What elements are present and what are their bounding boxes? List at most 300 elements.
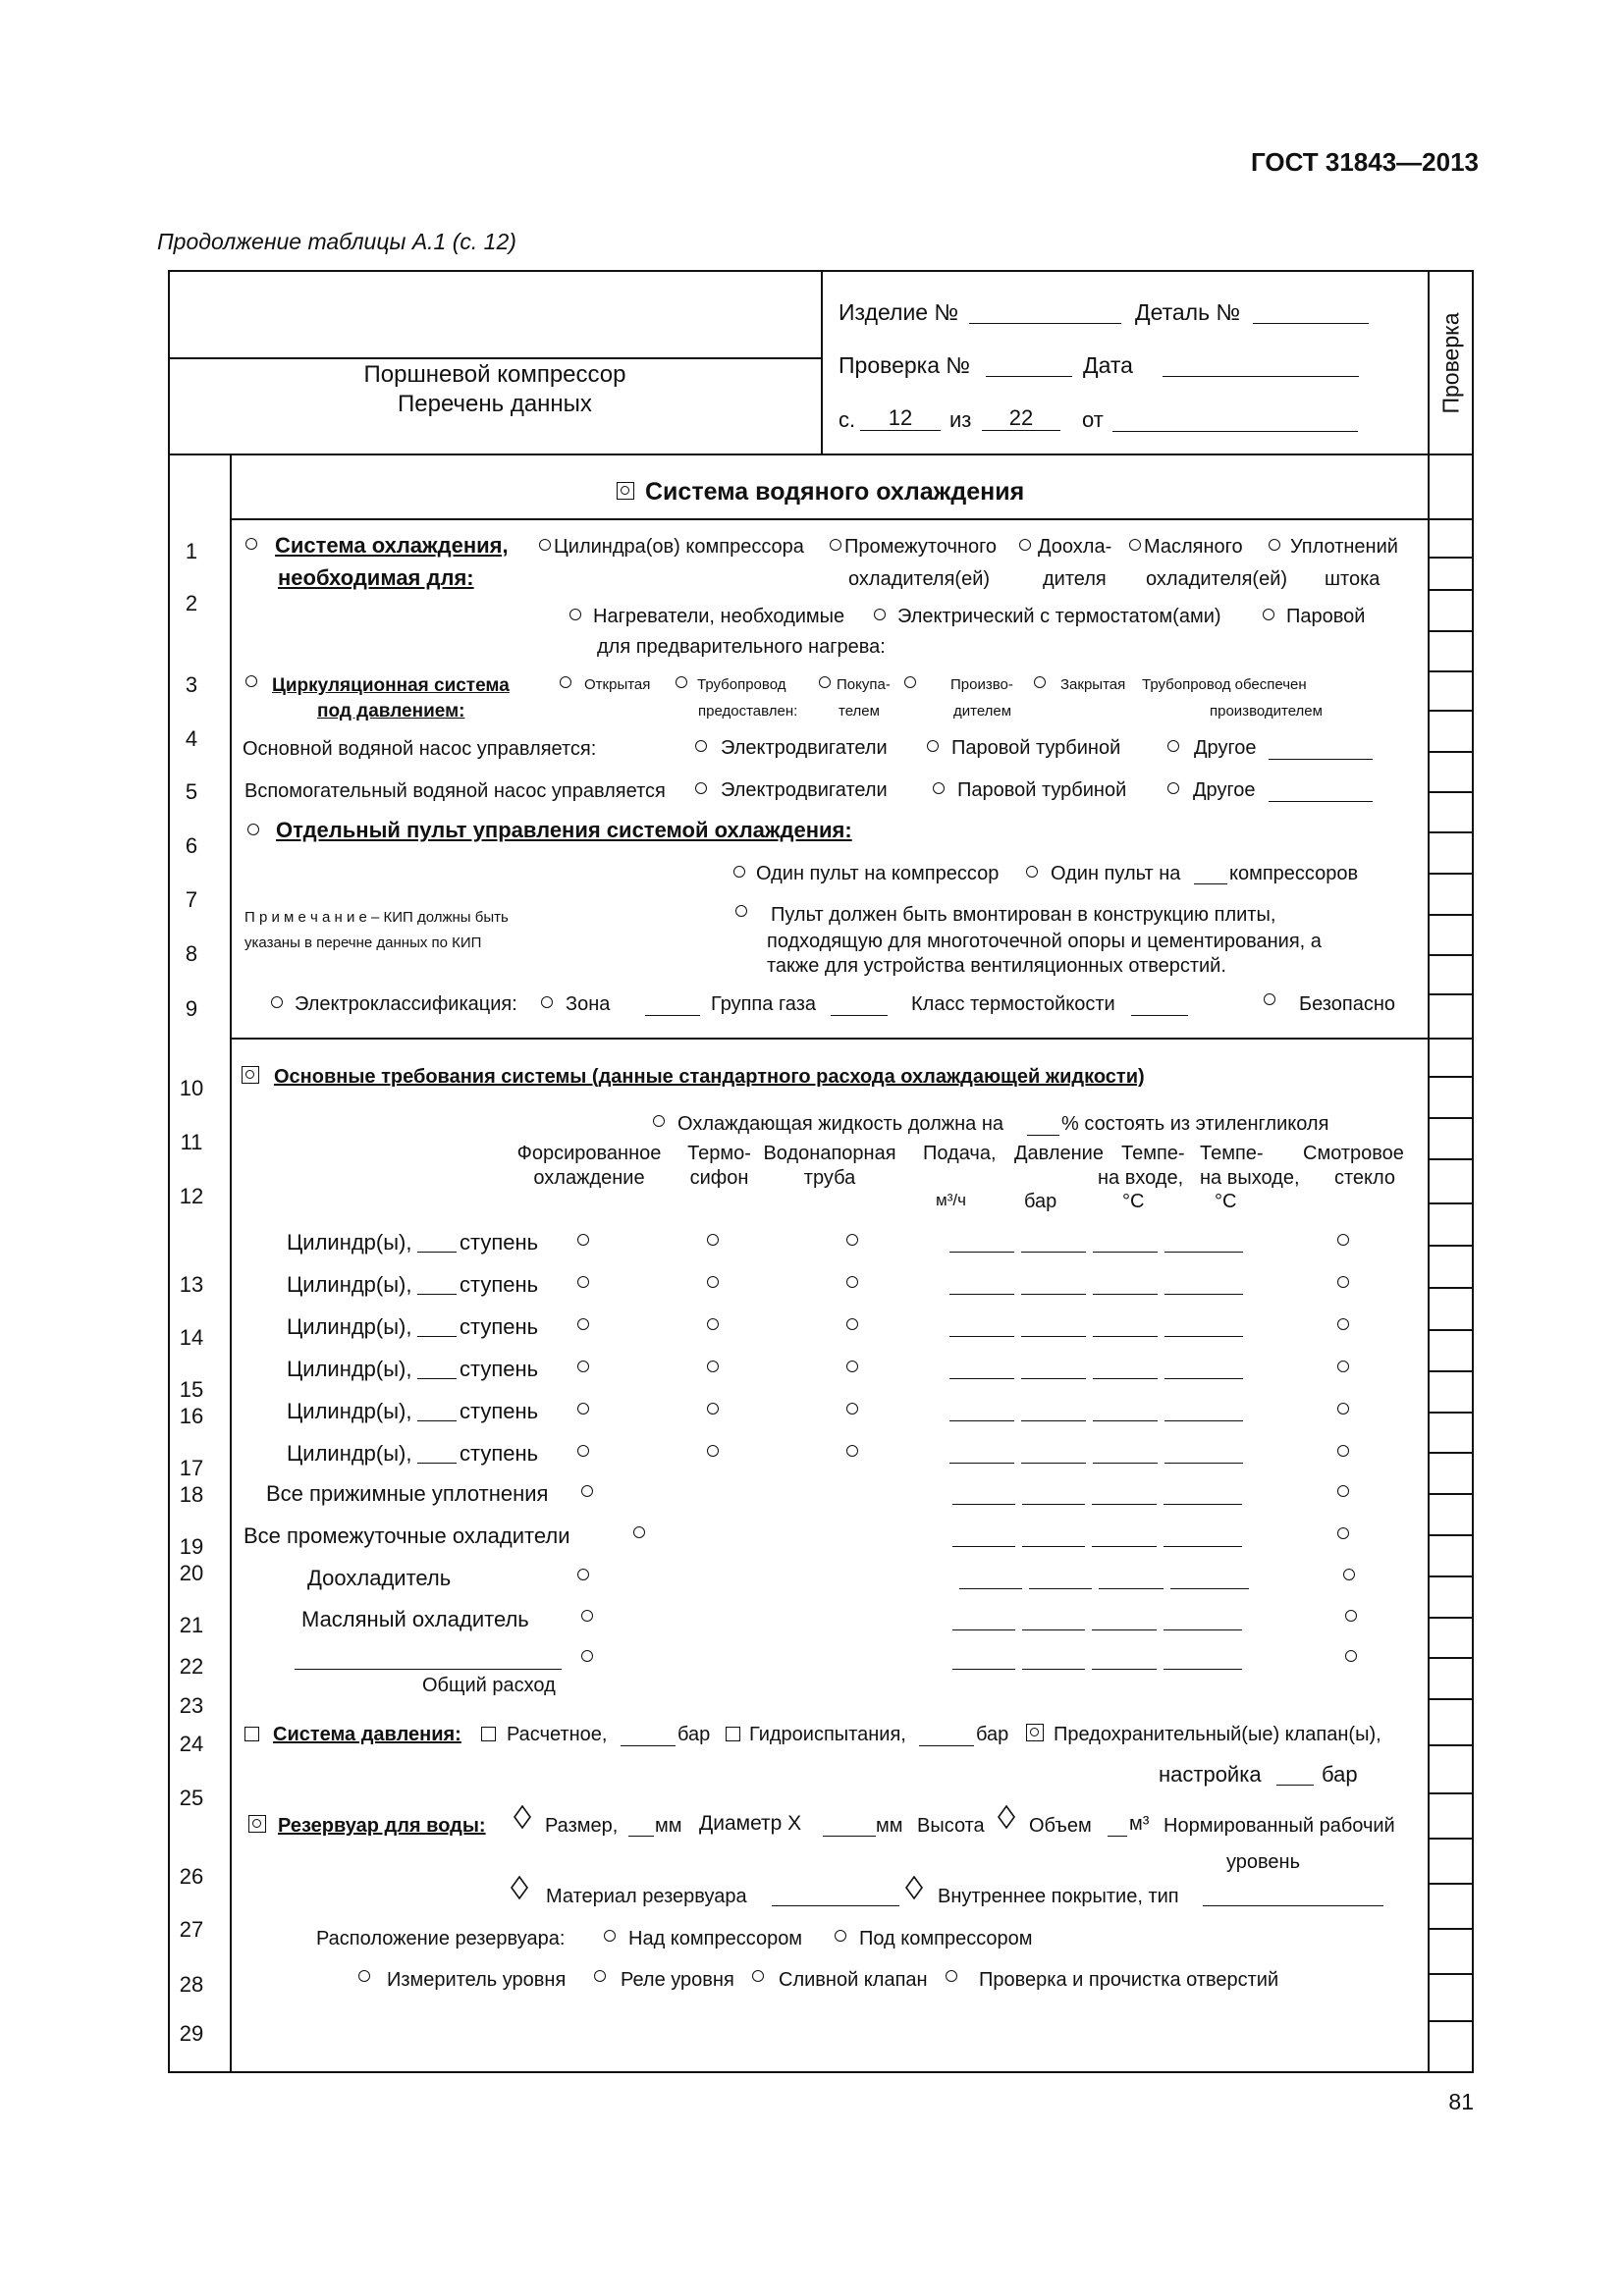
all-seals-temp-in[interactable]	[1092, 1504, 1157, 1505]
gas-group-field[interactable]	[831, 1015, 888, 1016]
standard-number: ГОСТ 31843—2013	[1251, 147, 1479, 177]
temp-in-field[interactable]	[1093, 1294, 1158, 1295]
oil-cooler-temp-out[interactable]	[1164, 1629, 1242, 1630]
volume-field[interactable]	[1108, 1836, 1127, 1837]
hydro-test-checkbox[interactable]	[726, 1727, 740, 1741]
row-number: 3	[185, 672, 198, 697]
aftercooler-row-radio[interactable]	[577, 1569, 589, 1580]
date-field[interactable]	[1163, 376, 1359, 377]
sight-glass-radio[interactable]	[1337, 1276, 1349, 1288]
row-number: 12	[179, 1184, 204, 1208]
one-panel-radio[interactable]	[733, 866, 745, 878]
aux-pump-label: Вспомогательный водяной насос управляется	[244, 780, 666, 802]
aux-pump-electric-radio[interactable]	[695, 782, 707, 794]
aux-pump-steam-radio[interactable]	[933, 782, 945, 794]
main-pump-electric-label: Электродвигатели	[721, 737, 888, 759]
cylinders-label: Цилиндра(ов) компрессора	[554, 536, 804, 558]
oil-cooler-radio[interactable]	[1129, 539, 1141, 551]
section-checkbox[interactable]	[617, 482, 634, 500]
main-pump-electric-radio[interactable]	[695, 740, 707, 752]
aftercooler-radio[interactable]	[1019, 539, 1031, 551]
flow-field[interactable]	[949, 1294, 1014, 1295]
thermosiphon-radio[interactable]	[707, 1361, 719, 1372]
design-pressure-label: Расчетное,	[507, 1724, 608, 1745]
flow-field[interactable]	[949, 1378, 1014, 1379]
thermosiphon-radio[interactable]	[707, 1276, 719, 1288]
total-temp-out[interactable]	[1164, 1669, 1242, 1670]
note-line2: указаны в перечне данных по КИП	[244, 934, 482, 951]
glycol-radio[interactable]	[653, 1115, 665, 1127]
custom-item-field[interactable]	[295, 1669, 562, 1670]
temp-in-field[interactable]	[1093, 1252, 1158, 1253]
pipe-maker-label-1: Трубопровод обеспечен	[1142, 676, 1307, 693]
aftercooler-glass-radio[interactable]	[1343, 1569, 1355, 1580]
cooling-system-radio[interactable]	[245, 538, 257, 550]
intercooler-label-2: охладителя(ей)	[848, 568, 991, 590]
all-intercoolers-glass-radio[interactable]	[1337, 1527, 1349, 1539]
cooling-label-line2: необходимая для:	[278, 565, 474, 590]
forced-radio[interactable]	[577, 1403, 589, 1415]
buyer-radio[interactable]	[819, 676, 831, 688]
diameter-mm-label: мм	[876, 1815, 903, 1837]
panel-title: Отдельный пульт управления системой охлаждения:	[276, 818, 852, 842]
row-number: 20	[179, 1561, 204, 1585]
oil-cooler-label-2: охладителя(ей)	[1146, 568, 1288, 590]
cooling-label-line1: Система охлаждения,	[275, 533, 509, 558]
col-pressure-unit: бар	[1024, 1191, 1057, 1212]
aftercooler-temp-in[interactable]	[1099, 1588, 1164, 1589]
form-name-line2: Перечень данных	[398, 391, 592, 417]
maker-radio[interactable]	[904, 676, 916, 688]
stage-label: ступень	[460, 1314, 539, 1339]
zone-radio[interactable]	[541, 996, 553, 1008]
row-number: 1	[185, 539, 198, 563]
level-relay-radio[interactable]	[594, 1970, 606, 1982]
location-label: Расположение резервуара:	[316, 1928, 566, 1949]
page-number-field[interactable]: 12	[860, 406, 941, 431]
row-number: 4	[185, 726, 198, 751]
row-number: 18	[179, 1482, 204, 1507]
all-seals-radio[interactable]	[581, 1485, 593, 1497]
temp-out-field[interactable]	[1164, 1252, 1243, 1253]
temp-out-field[interactable]	[1164, 1378, 1243, 1379]
level-meter-radio[interactable]	[358, 1970, 370, 1982]
panel-radio[interactable]	[247, 824, 259, 835]
safe-label: Безопасно	[1299, 993, 1395, 1015]
row-number: 9	[185, 996, 198, 1021]
elec-class-label: Электроклассификация:	[295, 993, 517, 1015]
all-seals-glass-radio[interactable]	[1337, 1485, 1349, 1497]
oil-cooler-pressure[interactable]	[1022, 1629, 1085, 1630]
water-pipe-radio[interactable]	[846, 1361, 858, 1372]
cylinder-stage-field[interactable]	[417, 1463, 457, 1464]
sight-glass-radio[interactable]	[1337, 1234, 1349, 1246]
row-number: 5	[185, 779, 198, 804]
forced-radio[interactable]	[577, 1445, 589, 1457]
cylinder-row	[0, 1441, 539, 1466]
from-label: от	[1082, 407, 1104, 432]
col-temp-in-unit: °С	[1122, 1191, 1145, 1212]
material-diamond[interactable]	[511, 1876, 528, 1899]
aftercooler-pressure[interactable]	[1029, 1588, 1092, 1589]
water-pipe-radio[interactable]	[846, 1276, 858, 1288]
col-flow-unit: м³/ч	[936, 1191, 966, 1209]
sight-glass-radio[interactable]	[1337, 1445, 1349, 1457]
forced-radio[interactable]	[577, 1318, 589, 1330]
size-mm-label: мм	[655, 1815, 682, 1837]
oil-cooler-label-1: Масляного	[1144, 536, 1243, 558]
forced-radio[interactable]	[577, 1361, 589, 1372]
compressors-label: компрессоров	[1229, 863, 1359, 884]
row-number: 6	[185, 833, 198, 858]
aux-pump-other-label: Другое	[1193, 779, 1256, 801]
flow-field[interactable]	[949, 1336, 1014, 1337]
temp-out-field[interactable]	[1164, 1463, 1243, 1464]
one-panel-multi-radio[interactable]	[1026, 866, 1038, 878]
col-water-pipe-2: труба	[803, 1167, 856, 1189]
heaters-label-1: Нагреватели, необходимые	[593, 606, 845, 627]
temp-in-field[interactable]	[1093, 1463, 1158, 1464]
temp-out-field[interactable]	[1164, 1336, 1243, 1337]
cylinder-stage-field[interactable]	[417, 1378, 457, 1379]
setting-field[interactable]	[1276, 1785, 1314, 1786]
temp-in-field[interactable]	[1093, 1336, 1158, 1337]
panel-mount-line3: также для устройства вентиляционных отверстий.	[767, 955, 1226, 977]
item-no-field[interactable]	[969, 323, 1121, 324]
closed-label: Закрытая	[1060, 676, 1126, 693]
thermosiphon-radio[interactable]	[707, 1234, 719, 1246]
temp-in-field[interactable]	[1093, 1378, 1158, 1379]
row-number: 7	[185, 887, 198, 912]
panel-mount-radio[interactable]	[735, 905, 747, 917]
col-temp-out-unit: °С	[1215, 1191, 1237, 1212]
reservoir-checkbox[interactable]	[248, 1815, 266, 1833]
glycol-percent-field[interactable]	[1027, 1135, 1059, 1136]
temp-out-field[interactable]	[1164, 1420, 1243, 1421]
item-no-label: Изделие №	[839, 299, 959, 325]
row-number: 22	[179, 1654, 204, 1679]
buyer-label-1: Покупа-	[837, 676, 891, 693]
drain-valve-radio[interactable]	[752, 1970, 764, 1982]
row-number: 19	[179, 1534, 204, 1559]
row-number: 14	[179, 1325, 204, 1350]
of-label: из	[949, 407, 972, 432]
aux-pump-other-radio[interactable]	[1167, 782, 1179, 794]
pressure-field[interactable]	[1021, 1420, 1086, 1421]
row-number: 25	[179, 1786, 204, 1810]
level-meter-label: Измеритель уровня	[387, 1969, 567, 1991]
open-label: Открытая	[584, 676, 651, 693]
cylinder-label: Цилиндр(ы),	[287, 1357, 412, 1381]
compressor-count-field[interactable]	[1194, 883, 1227, 884]
cylinder-label: Цилиндр(ы),	[287, 1272, 412, 1297]
row-number: 26	[179, 1864, 204, 1889]
total-temp-in[interactable]	[1092, 1669, 1157, 1670]
aftercooler-flow[interactable]	[959, 1588, 1022, 1589]
zone-label: Зона	[566, 993, 611, 1015]
row-number: 21	[179, 1613, 204, 1637]
sight-glass-radio[interactable]	[1337, 1403, 1349, 1415]
heater-steam-radio[interactable]	[1263, 609, 1274, 620]
coating-label: Внутреннее покрытие, тип	[938, 1886, 1179, 1907]
circulation-label-line2: под давлением:	[317, 701, 465, 721]
cylinder-stage-field[interactable]	[417, 1252, 457, 1253]
requirements-checkbox[interactable]	[242, 1066, 259, 1084]
pipe-label-1: Трубопровод	[697, 676, 786, 693]
sight-glass-radio[interactable]	[1337, 1318, 1349, 1330]
pressure-field[interactable]	[1021, 1336, 1086, 1337]
col-thermosiphon-2: сифон	[689, 1167, 749, 1189]
col-forced: Форсированное	[516, 1143, 662, 1164]
aux-pump-steam-label: Паровой турбиной	[957, 779, 1127, 801]
part-no-field[interactable]	[1253, 323, 1369, 324]
main-pump-steam-label: Паровой турбиной	[951, 737, 1121, 759]
intercooler-label-1: Промежуточного	[844, 536, 998, 558]
pressure-field[interactable]	[1021, 1378, 1086, 1379]
open-radio[interactable]	[560, 676, 571, 688]
material-label: Материал резервуара	[546, 1886, 747, 1907]
cylinder-label: Цилиндр(ы),	[287, 1441, 412, 1466]
above-compressor-radio[interactable]	[604, 1930, 616, 1942]
flow-field[interactable]	[949, 1252, 1014, 1253]
row-number: 8	[185, 941, 198, 966]
buyer-label-2: телем	[839, 703, 880, 720]
design-pressure-checkbox[interactable]	[481, 1727, 496, 1741]
from-field[interactable]	[1112, 431, 1358, 432]
row-number: 27	[179, 1917, 204, 1942]
diameter-field[interactable]	[823, 1836, 876, 1837]
aux-pump-other-field[interactable]	[1269, 801, 1373, 802]
page-total-field[interactable]: 22	[982, 406, 1060, 431]
thermosiphon-radio[interactable]	[707, 1318, 719, 1330]
stage-label: ступень	[460, 1399, 539, 1423]
inspection-label: Проверка и прочистка отверстий	[979, 1969, 1279, 1991]
col-forced-2: охлаждение	[533, 1167, 645, 1189]
col-sight-glass-2: стекло	[1334, 1167, 1396, 1189]
heater-electric-radio[interactable]	[874, 609, 886, 620]
table-continuation: Продолжение таблицы А.1 (с. 12)	[157, 229, 516, 254]
relief-valve-checkbox[interactable]	[1026, 1724, 1044, 1741]
col-water-pipe: Водонапорная	[763, 1143, 896, 1164]
pipe-provided-radio[interactable]	[676, 676, 687, 688]
all-seals-label: Все прижимные уплотнения	[266, 1481, 549, 1506]
total-flow[interactable]	[952, 1669, 1015, 1670]
volume-unit: м³	[1129, 1813, 1150, 1835]
size-label: Размер,	[545, 1815, 619, 1837]
design-bar-label: бар	[677, 1724, 711, 1745]
heaters-radio[interactable]	[569, 609, 581, 620]
cylinder-label: Цилиндр(ы),	[287, 1399, 412, 1423]
safe-radio[interactable]	[1264, 993, 1275, 1005]
one-panel-multi-label: Один пульт на	[1051, 863, 1181, 884]
form-name-line1: Поршневой компрессор	[363, 361, 626, 388]
water-pipe-radio[interactable]	[846, 1234, 858, 1246]
closed-radio[interactable]	[1034, 676, 1046, 688]
pipe-label-2: предоставлен:	[698, 703, 798, 720]
row-number: 10	[179, 1076, 204, 1100]
page-prefix: с.	[839, 407, 856, 432]
aftercooler-label-2: дителя	[1043, 568, 1107, 590]
col-temp-in-2: на входе,	[1098, 1167, 1184, 1189]
inspection-radio[interactable]	[946, 1970, 957, 1982]
aftercooler-temp-out[interactable]	[1170, 1588, 1249, 1589]
stage-label: ступень	[460, 1357, 539, 1381]
temp-class-label: Класс термостойкости	[911, 993, 1115, 1015]
below-compressor-label: Под компрессором	[859, 1928, 1033, 1949]
relief-valve-label: Предохранительный(ые) клапан(ы),	[1054, 1724, 1381, 1745]
pressure-field[interactable]	[1021, 1252, 1086, 1253]
aftercooler-label-1: Доохла-	[1038, 536, 1112, 558]
glycol-label-b: % состоять из этиленгликоля	[1061, 1113, 1329, 1135]
heaters-label-2: для предварительного нагрева:	[597, 636, 886, 658]
size-diamond[interactable]	[514, 1805, 531, 1829]
panel-mount-line2: подходящую для многоточечной опоры и цементирования, а	[767, 931, 1322, 952]
main-pump-label: Основной водяной насос управляется:	[243, 738, 597, 760]
total-pressure[interactable]	[1022, 1669, 1085, 1670]
all-seals-flow[interactable]	[952, 1504, 1015, 1505]
cylinder-stage-field[interactable]	[417, 1420, 457, 1421]
all-intercoolers-radio[interactable]	[633, 1526, 645, 1538]
seal-label-2: штока	[1325, 568, 1380, 590]
pressure-field[interactable]	[1021, 1463, 1086, 1464]
section-title: Система водяного охлаждения	[645, 478, 1025, 506]
setting-label: настройка	[1159, 1762, 1262, 1787]
volume-diamond[interactable]	[998, 1805, 1015, 1829]
circulation-radio[interactable]	[245, 675, 257, 687]
design-pressure-field[interactable]	[621, 1745, 676, 1746]
thermosiphon-radio[interactable]	[707, 1445, 719, 1457]
page-number: 81	[1448, 2089, 1474, 2114]
material-field[interactable]	[772, 1905, 899, 1906]
forced-radio[interactable]	[577, 1276, 589, 1288]
temp-in-field[interactable]	[1093, 1420, 1158, 1421]
flow-field[interactable]	[949, 1463, 1014, 1464]
cylinder-label: Цилиндр(ы),	[287, 1314, 412, 1339]
all-intercoolers-label: Все промежуточные охладители	[244, 1523, 570, 1548]
cylinder-label: Цилиндр(ы),	[287, 1230, 412, 1255]
col-sight-glass: Смотровое	[1303, 1143, 1404, 1164]
coating-diamond[interactable]	[905, 1876, 923, 1899]
row-number: 17	[179, 1456, 204, 1480]
pressure-system-label: Система давления:	[273, 1724, 461, 1745]
setting-bar-label: бар	[1322, 1762, 1358, 1787]
cylinder-row	[0, 1230, 539, 1255]
one-panel-label: Один пульт на компрессор	[756, 863, 1000, 884]
cylinder-stage-field[interactable]	[417, 1336, 457, 1337]
hydro-test-label: Гидроиспытания,	[749, 1724, 906, 1745]
panel-mount-line1: Пульт должен быть вмонтирован в конструкцию плиты,	[771, 904, 1276, 926]
temp-out-field[interactable]	[1164, 1294, 1243, 1295]
all-intercoolers-flow[interactable]	[952, 1546, 1015, 1547]
pressure-field[interactable]	[1021, 1294, 1086, 1295]
custom-item-radio[interactable]	[581, 1650, 593, 1662]
cylinder-stage-field[interactable]	[417, 1294, 457, 1295]
col-temp-out-2: на выходе,	[1200, 1167, 1300, 1189]
row-number: 28	[179, 1972, 204, 1997]
water-pipe-radio[interactable]	[846, 1445, 858, 1457]
hydro-test-field[interactable]	[919, 1745, 974, 1746]
check-no-label: Проверка №	[839, 352, 971, 378]
seal-radio[interactable]	[1269, 539, 1280, 551]
row-number: 29	[179, 2021, 204, 2046]
gas-group-label: Группа газа	[711, 993, 816, 1015]
hydro-bar-label: бар	[976, 1724, 1009, 1745]
all-seals-temp-out[interactable]	[1164, 1504, 1242, 1505]
all-intercoolers-pressure[interactable]	[1022, 1546, 1085, 1547]
water-pipe-radio[interactable]	[846, 1318, 858, 1330]
seal-label-1: Уплотнений	[1290, 536, 1398, 558]
col-temp-out: Темпе-	[1200, 1143, 1264, 1164]
row-number: 24	[179, 1732, 204, 1756]
elec-class-radio[interactable]	[271, 996, 283, 1008]
temp-class-field[interactable]	[1131, 1015, 1188, 1016]
requirements-title: Основные требования системы (данные стандартного расхода охлаждающей жидкости)	[274, 1066, 1145, 1088]
pressure-system-checkbox[interactable]	[244, 1727, 259, 1741]
col-flow: Подача,	[923, 1143, 997, 1164]
coating-field[interactable]	[1203, 1905, 1383, 1906]
level-relay-label: Реле уровня	[621, 1969, 734, 1991]
reservoir-label: Резервуар для воды:	[278, 1815, 486, 1837]
stage-label: ступень	[460, 1230, 539, 1255]
row-number: 16	[179, 1404, 204, 1428]
heater-electric-label: Электрический с термостатом(ами)	[897, 606, 1221, 627]
flow-field[interactable]	[949, 1420, 1014, 1421]
total-glass-radio[interactable]	[1345, 1650, 1357, 1662]
aftercooler-row-label: Доохладитель	[307, 1566, 452, 1590]
total-flow-label: Общий расход	[422, 1675, 556, 1696]
main-pump-other-field[interactable]	[1269, 759, 1373, 760]
oil-cooler-glass-radio[interactable]	[1345, 1610, 1357, 1622]
aux-pump-electric-label: Электродвигатели	[721, 779, 888, 801]
cylinders-radio[interactable]	[539, 539, 551, 551]
oil-cooler-row-radio[interactable]	[581, 1610, 593, 1622]
intercooler-radio[interactable]	[830, 539, 841, 551]
forced-radio[interactable]	[577, 1234, 589, 1246]
size-field[interactable]	[628, 1836, 654, 1837]
diameter-label: Диаметр X	[699, 1812, 802, 1835]
below-compressor-radio[interactable]	[835, 1930, 846, 1942]
all-seals-pressure[interactable]	[1022, 1504, 1085, 1505]
pipe-maker-label-2: производителем	[1210, 703, 1323, 720]
row-number: 11	[180, 1130, 203, 1154]
col-temp-in: Темпе-	[1121, 1143, 1185, 1164]
all-intercoolers-temp-out[interactable]	[1164, 1546, 1242, 1547]
note-line1: П р и м е ч а н и е – КИП должны быть	[244, 909, 509, 926]
glycol-label-a: Охлаждающая жидкость должна на	[677, 1113, 1004, 1135]
main-pump-other-radio[interactable]	[1167, 740, 1179, 752]
norm-level-label-2: уровень	[1226, 1851, 1301, 1873]
oil-cooler-flow[interactable]	[952, 1629, 1015, 1630]
thermosiphon-radio[interactable]	[707, 1403, 719, 1415]
stage-label: ступень	[460, 1272, 539, 1297]
check-no-field[interactable]	[986, 376, 1072, 377]
height-label: Высота	[917, 1815, 985, 1837]
water-pipe-radio[interactable]	[846, 1403, 858, 1415]
heater-steam-label: Паровой	[1286, 606, 1366, 627]
part-no-label: Деталь №	[1135, 299, 1241, 325]
sight-glass-radio[interactable]	[1337, 1361, 1349, 1372]
row-number: 2	[185, 591, 198, 615]
above-compressor-label: Над компрессором	[628, 1928, 803, 1949]
oil-cooler-temp-in[interactable]	[1092, 1629, 1157, 1630]
col-pressure: Давление	[1014, 1143, 1104, 1164]
all-intercoolers-temp-in[interactable]	[1092, 1546, 1157, 1547]
zone-field[interactable]	[645, 1015, 700, 1016]
main-pump-steam-radio[interactable]	[927, 740, 939, 752]
row-number: 23	[179, 1693, 204, 1718]
drain-valve-label: Сливной клапан	[779, 1969, 928, 1991]
oil-cooler-row-label: Масляный охладитель	[301, 1607, 529, 1631]
